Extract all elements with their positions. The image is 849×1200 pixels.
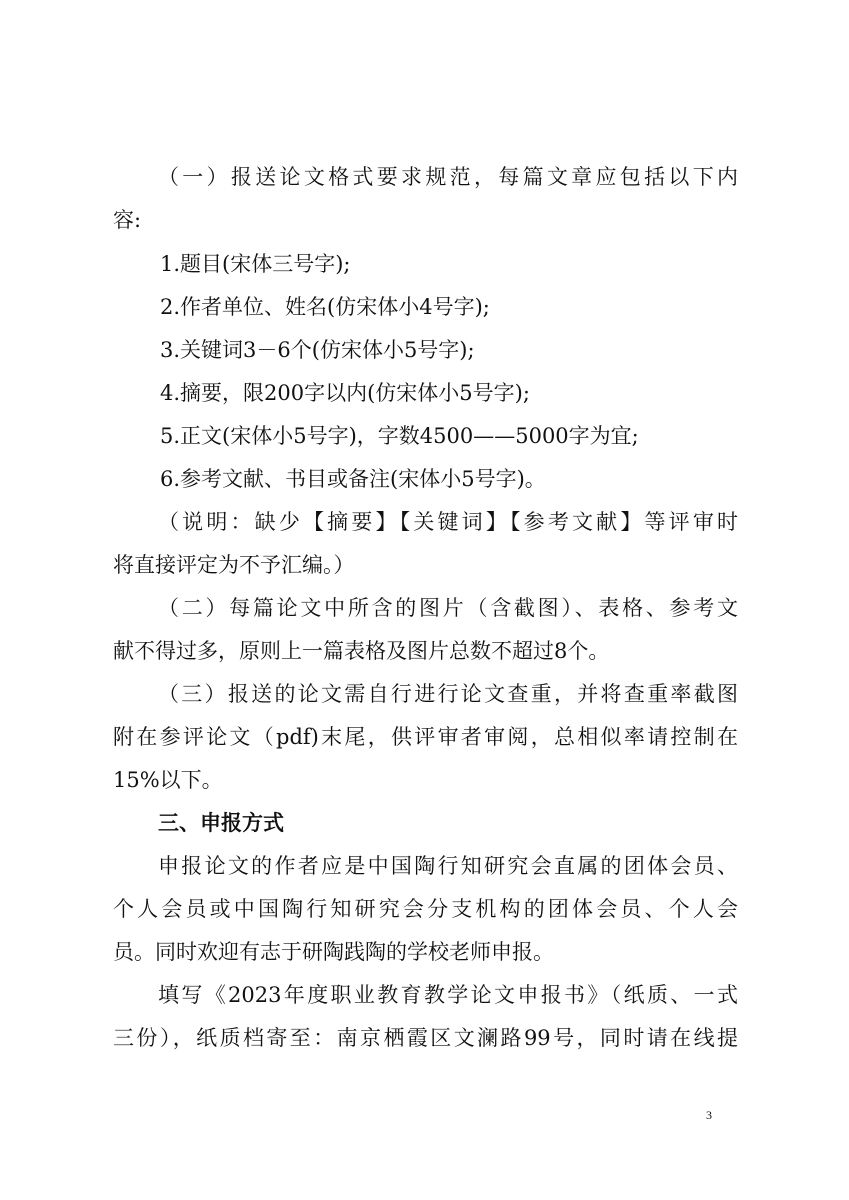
apply-paragraph-line-1: 申报论文的作者应是中国陶行知研究会直属的团体会员、 [158,854,738,878]
fill-form-paragraph-line-1: 填写《2023年度职业教育教学论文申报书》（纸质、一式 [158,983,738,1007]
section-one-item-6: 6.参考文献、书目或备注(宋体小5号字)。 [160,467,546,491]
section-two-line-1: （二）每篇论文中所含的图片（含截图）、表格、参考文 [158,596,738,620]
fill-form-paragraph-line-2: 三份），纸质档寄至：南京栖霞区文澜路99号，同时请在线提 [113,1026,738,1050]
section-heading-apply-method: 三、申报方式 [158,811,284,835]
section-three-line-2: 附在参评论文（pdf)末尾，供评审者审阅，总相似率请控制在 [113,725,738,749]
section-one-item-4: 4.摘要，限200字以内(仿宋体小5号字); [160,381,530,405]
apply-paragraph-line-3: 员。同时欢迎有志于研陶践陶的学校老师申报。 [113,940,554,964]
section-one-item-5: 5.正文(宋体小5号字)，字数4500——5000字为宜; [160,424,639,448]
section-one-title-line-2: 容: [113,208,142,232]
section-two-line-2: 献不得过多，原则上一篇表格及图片总数不超过8个。 [113,639,610,663]
section-one-note-line-2: 将直接评定为不予汇编。） [113,553,355,577]
section-one-item-3: 3.关键词3－6个(仿宋体小5号字); [160,338,475,362]
section-one-item-2: 2.作者单位、姓名(仿宋体小4号字); [160,295,490,319]
section-one-title-line-1: （一）报送论文格式要求规范，每篇文章应包括以下内 [158,165,738,189]
page-number: 3 [706,1108,712,1122]
section-one-item-1: 1.题目(宋体三号字); [160,252,351,276]
apply-paragraph-line-2: 个人会员或中国陶行知研究会分支机构的团体会员、个人会 [113,897,738,921]
section-one-note-line-1: （说明：缺少【摘要】【关键词】【参考文献】等评审时 [158,510,738,534]
section-three-line-1: （三）报送的论文需自行进行论文查重，并将查重率截图 [158,682,738,706]
section-three-line-3: 15%以下。 [113,768,223,792]
